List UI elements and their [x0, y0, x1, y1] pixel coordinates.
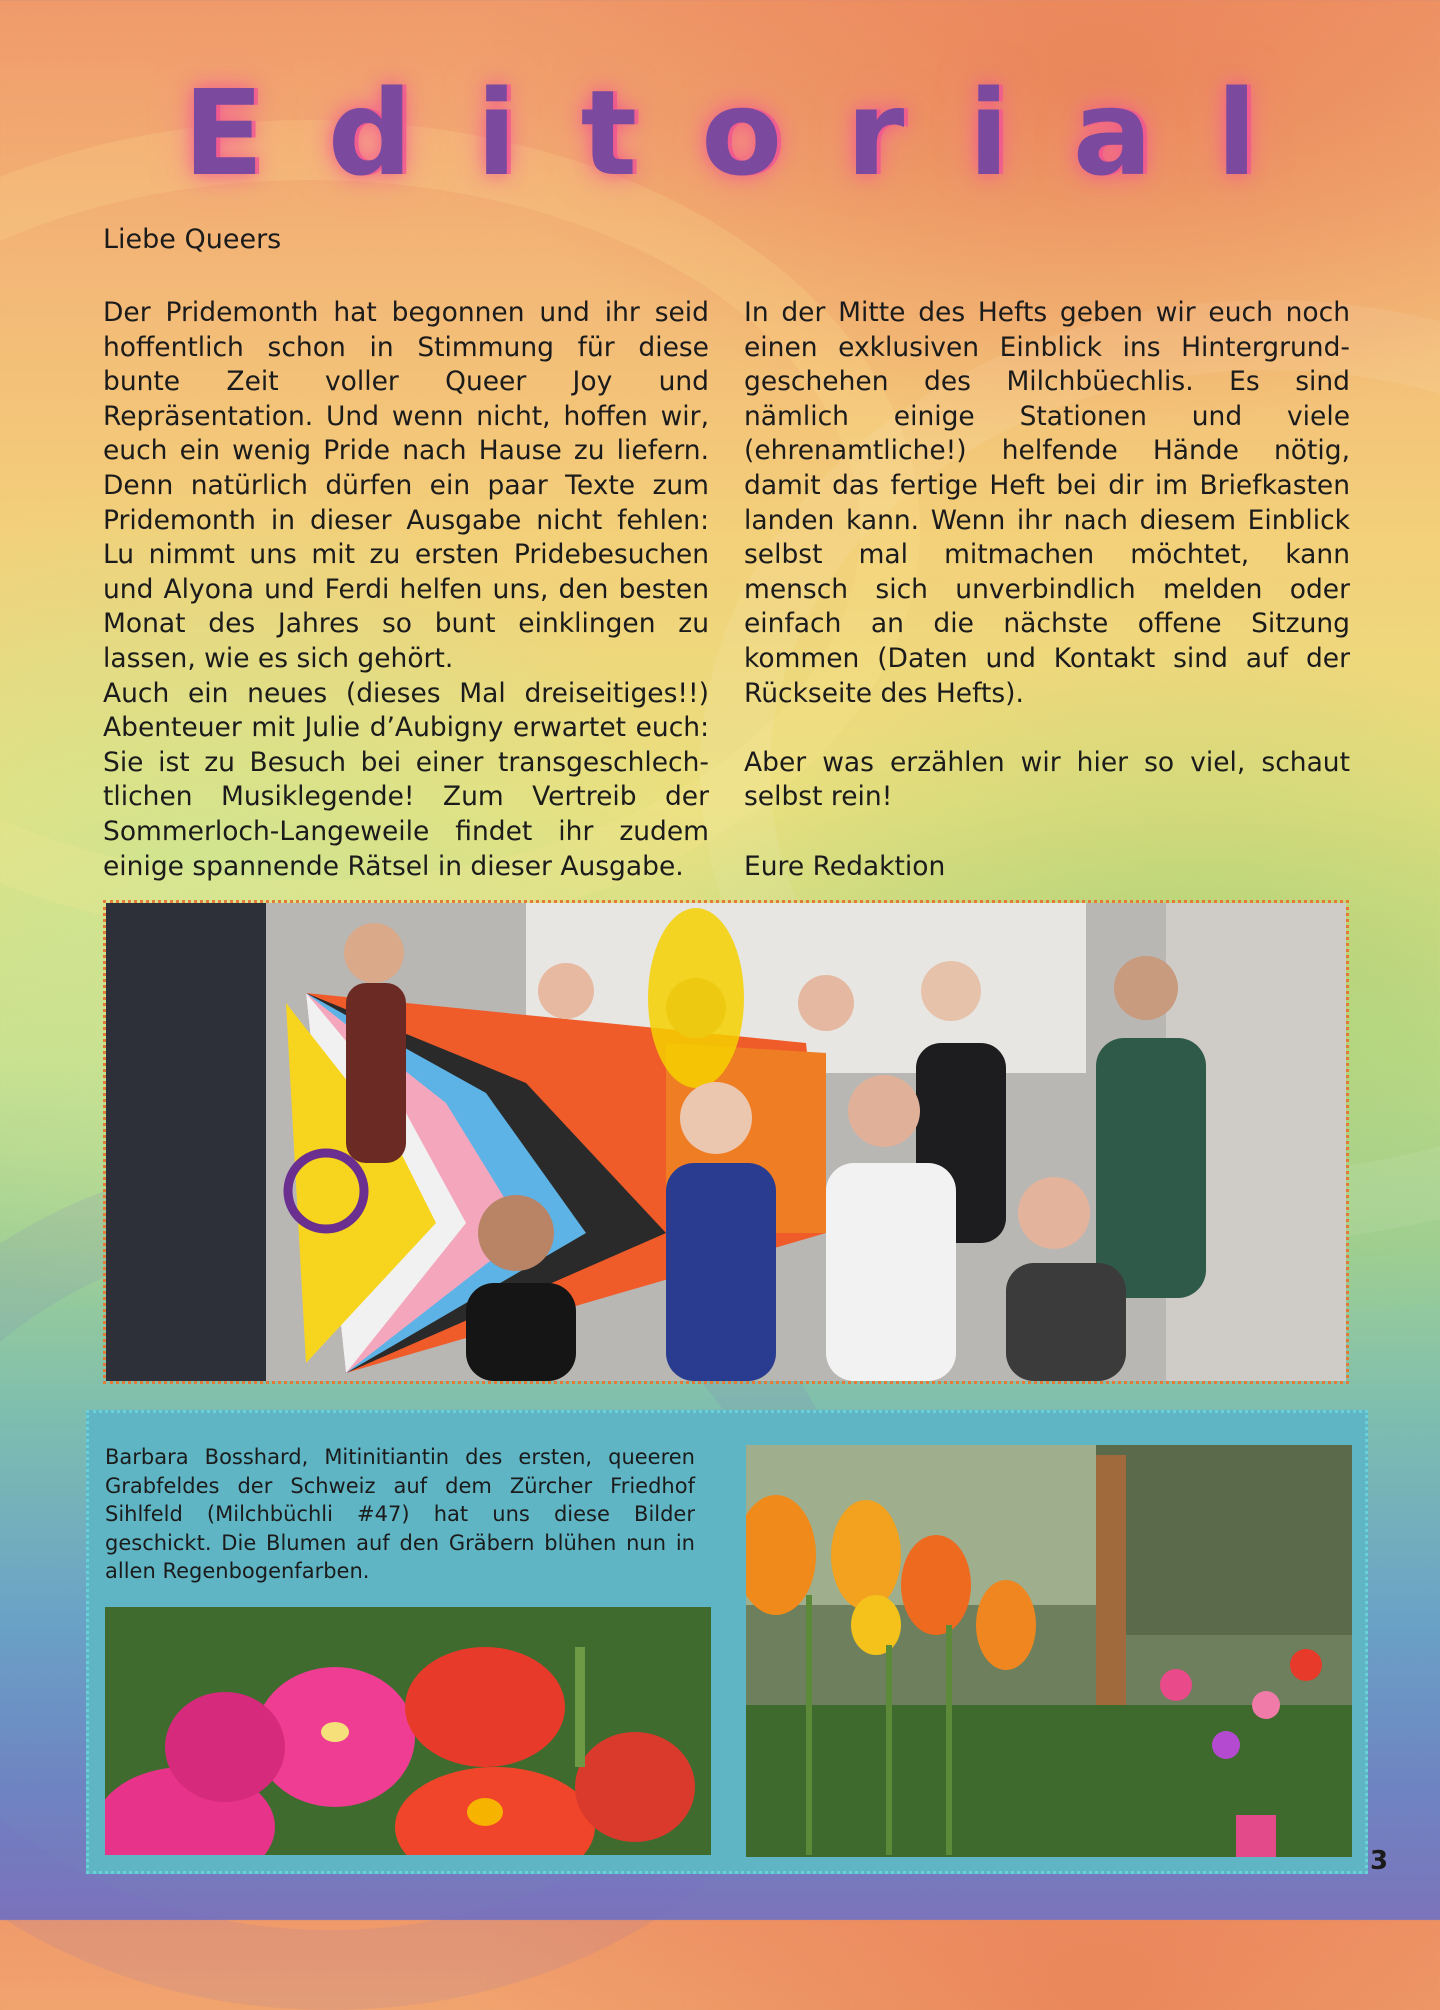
left-paragraph-2: Auch ein neues (dieses Mal dreiseitiges!!) Abenteuer mit Julie d’Aubigny erwartet euch: Sie ist zu Besuch bei einer transgeschlech-tlichen Musiklegende! Zum Vertreib der Sommerloch-Langeweile findet ihr zudem einige spannende Rätsel in dieser Ausgabe. [103, 677, 709, 882]
left-paragraph-1: Der Pridemonth hat begonnen und ihr seid hoffentlich schon in Stimmung für diese bunte Zeit voller Queer Joy und Repräsentation. Und wenn nicht, hoffen wir, euch ein wenig Pride nach Hause zu liefern. Denn natürlich dürfen ein paar Texte zum Pridemonth in dieser Ausgabe nicht fehlen: Lu nimmt uns mit zu ersten Pridebesuchen und Alyona und Ferdi helfen uns, den besten Monat des Jahres so bunt einklingen zu lassen, wie es sich gehört. [103, 297, 709, 674]
right-paragraph-2: Aber was erzählen wir hier so viel, schaut selbst rein! [744, 746, 1350, 813]
signature: Eure Redaktion [744, 850, 946, 882]
page-number: 3 [1370, 1846, 1389, 1876]
right-paragraph-1: In der Mitte des Hefts geben wir euch noch einen exklusiven Einblick ins Hintergrund-geschehen des Milchbüechlis. Es sind nämlich einige Stationen und viele (ehrenamtliche!) helfende Hände nötig, damit das fertige Heft bei dir im Briefkasten landen kann. Wenn ihr nach diesem Einblick selbst mal mitmachen möchtet, kann mensch sich unverbindlich melden oder einfach an die nächste offene Sitzung kommen (Daten und Kontakt sind auf der Rückseite des Hefts). [744, 297, 1350, 709]
tulips-closeup-photo [105, 1607, 711, 1855]
greeting: Liebe Queers [103, 224, 282, 255]
group-photo-illustration [106, 903, 1346, 1381]
right-text-column [744, 296, 1350, 884]
graveyard-flowers-photo [746, 1445, 1352, 1857]
page-title: Editorial [183, 64, 1321, 202]
group-photo [103, 900, 1349, 1384]
page-title-wrapper [0, 64, 1440, 202]
left-text-column [103, 296, 709, 884]
flower-caption: Barbara Bosshard, Mitinitiantin des ersten, queeren Grabfeldes der Schweiz auf dem Zürcher Friedhof Sihlfeld (Milchbüchli #47) hat uns diese Bilder geschickt. Die Blumen auf den Gräbern blühen nun in allen Regenbogenfarben. [105, 1445, 695, 1584]
flower-section [86, 1410, 1368, 1874]
